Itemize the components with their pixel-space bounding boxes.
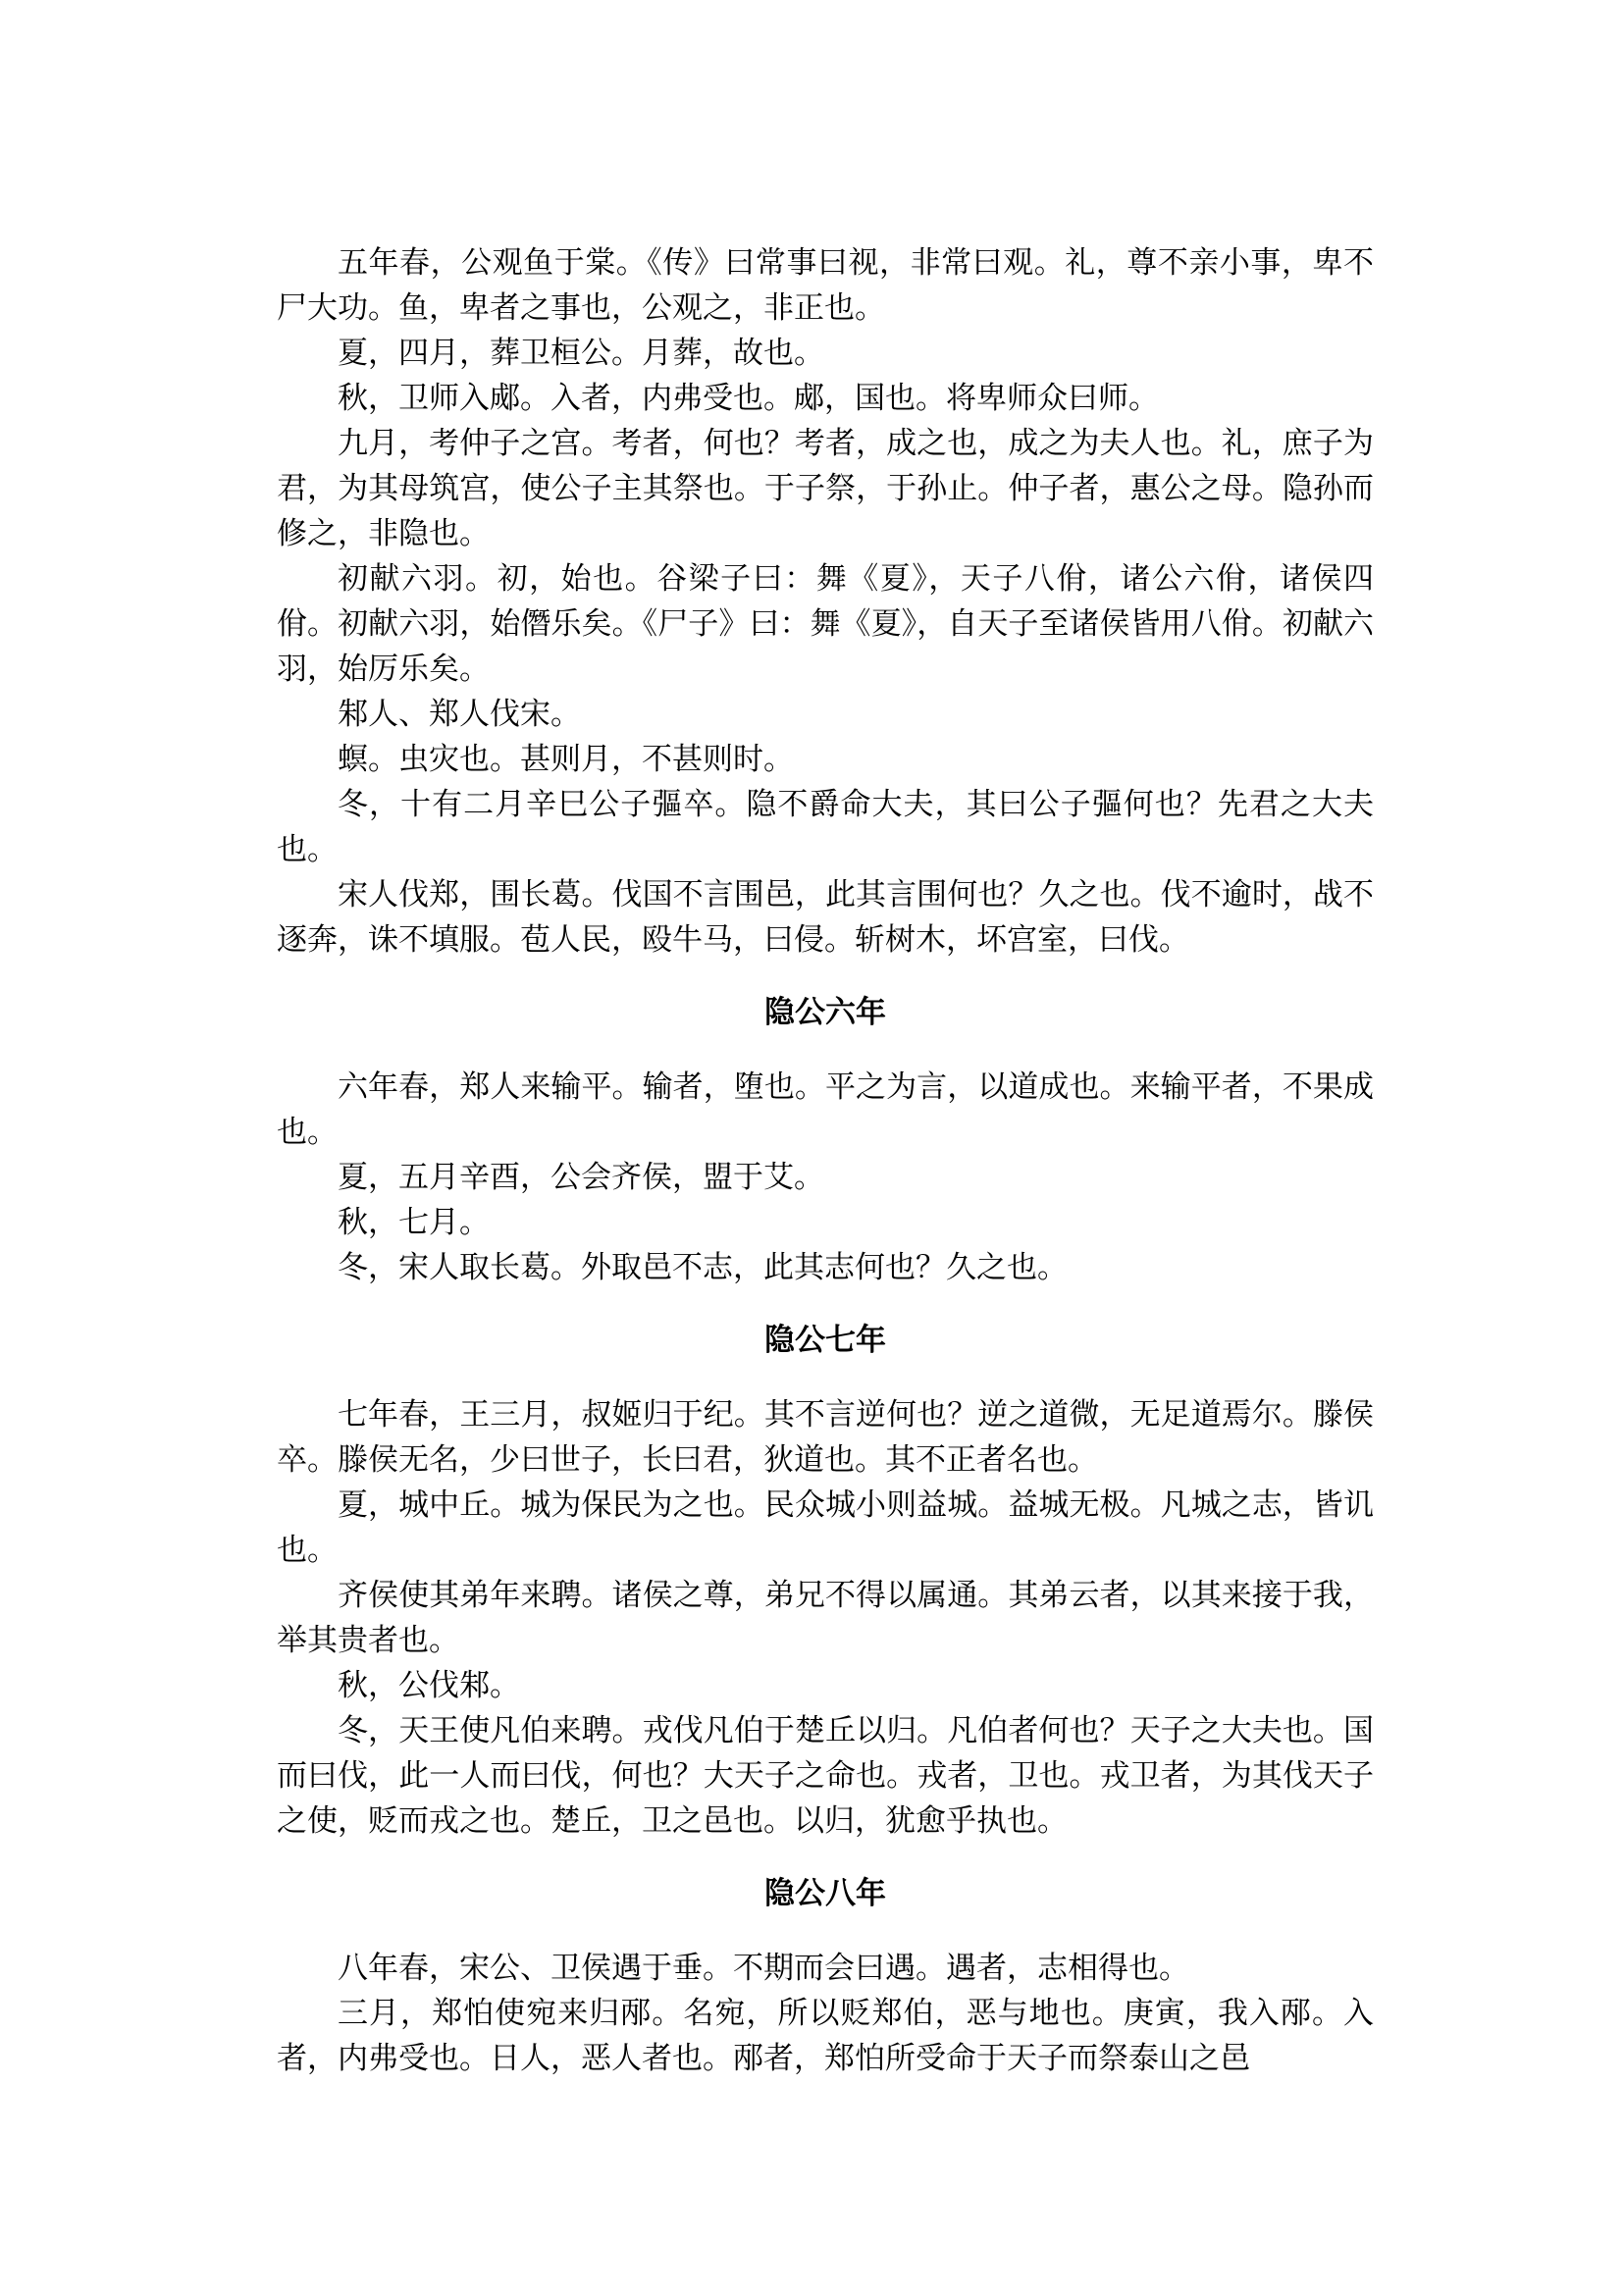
paragraph: 九月，考仲子之宫。考者，何也？考者，成之也，成之为夫人也。礼，庶子为君，为其母筑宫，使公子主其祭也。于子祭，于孙止。仲子者，惠公之母。隐孙而修之，非隐也。	[277, 426, 1374, 551]
paragraph: 冬，十有二月辛巳公子彄卒。隐不爵命大夫，其曰公子彄何也？先君之大夫也。	[277, 787, 1374, 867]
section-year-5	[277, 240, 1374, 963]
paragraph: 初献六羽。初，始也。谷梁子曰：舞《夏》，天子八佾，诸公六佾，诸侯四佾。初献六羽，始僭乐矣。《尸子》曰：舞《夏》，自天子至诸侯皆用八佾。初献六羽，始厉乐矣。	[277, 561, 1374, 687]
paragraph: 冬，宋人取长葛。外取邑不志，此其志何也？久之也。	[338, 1250, 1068, 1285]
paragraph: 秋，七月。	[338, 1205, 490, 1240]
document-page	[277, 240, 1374, 2081]
section-heading: 隐公八年	[764, 1876, 886, 1911]
paragraph: 六年春，郑人来输平。输者，堕也。平之为言，以道成也。来输平者，不果成也。	[277, 1069, 1374, 1150]
paragraph: 七年春，王三月，叔姬归于纪。其不言逆何也？逆之道微，无足道焉尔。滕侯卒。滕侯无名，少曰世子，长曰君，狄道也。其不正者名也。	[277, 1397, 1374, 1478]
paragraph: 冬，天王使凡伯来聘。戎伐凡伯于楚丘以归。凡伯者何也？天子之大夫也。国而曰伐，此一人而曰伐，何也？大天子之命也。戎者，卫也。戎卫者，为其伐天子之使，贬而戎之也。楚丘，卫之邑也。以归，犹愈乎执也。	[277, 1713, 1374, 1839]
paragraph: 夏，四月，葬卫桓公。月葬，故也。	[338, 336, 824, 371]
section-year-6	[277, 963, 1374, 1290]
paragraph: 三月，郑怕使宛来归邴。名宛，所以贬郑伯，恶与地也。庚寅，我入邴。入者，内弗受也。日人，恶人者也。邴者，郑怕所受命于天子而祭泰山之邑	[277, 1996, 1374, 2076]
section-year-7	[277, 1290, 1374, 1844]
section-heading: 隐公七年	[764, 1323, 886, 1358]
section-heading: 隐公六年	[764, 995, 886, 1030]
section-year-8	[277, 1844, 1374, 2081]
paragraph: 齐侯使其弟年来聘。诸侯之尊，弟兄不得以属通。其弟云者，以其来接于我，举其贵者也。	[277, 1578, 1374, 1658]
paragraph: 螟。虫灾也。甚则月，不甚则时。	[338, 742, 794, 777]
paragraph: 八年春，宋公、卫侯遇于垂。不期而会曰遇。遇者，志相得也。	[338, 1951, 1189, 1986]
paragraph: 五年春，公观鱼于棠。《传》曰常事曰视，非常曰观。礼，尊不亲小事，卑不尸大功。鱼，卑者之事也，公观之，非正也。	[277, 245, 1374, 326]
paragraph: 秋，卫师入郕。入者，内弗受也。郕，国也。将卑师众曰师。	[338, 381, 1159, 416]
paragraph: 邾人、郑人伐宋。	[338, 697, 581, 732]
paragraph: 夏，城中丘。城为保民为之也。民众城小则益城。益城无极。凡城之志，皆讥也。	[277, 1487, 1374, 1568]
paragraph: 夏，五月辛酉，公会齐侯，盟于艾。	[338, 1160, 824, 1195]
paragraph: 秋，公伐邾。	[338, 1668, 520, 1703]
paragraph: 宋人伐郑，围长葛。伐国不言围邑，此其言围何也？久之也。伐不逾时，战不逐奔，诛不填服。苞人民，殴牛马，曰侵。斩树木，坏宫室，曰伐。	[277, 877, 1374, 958]
